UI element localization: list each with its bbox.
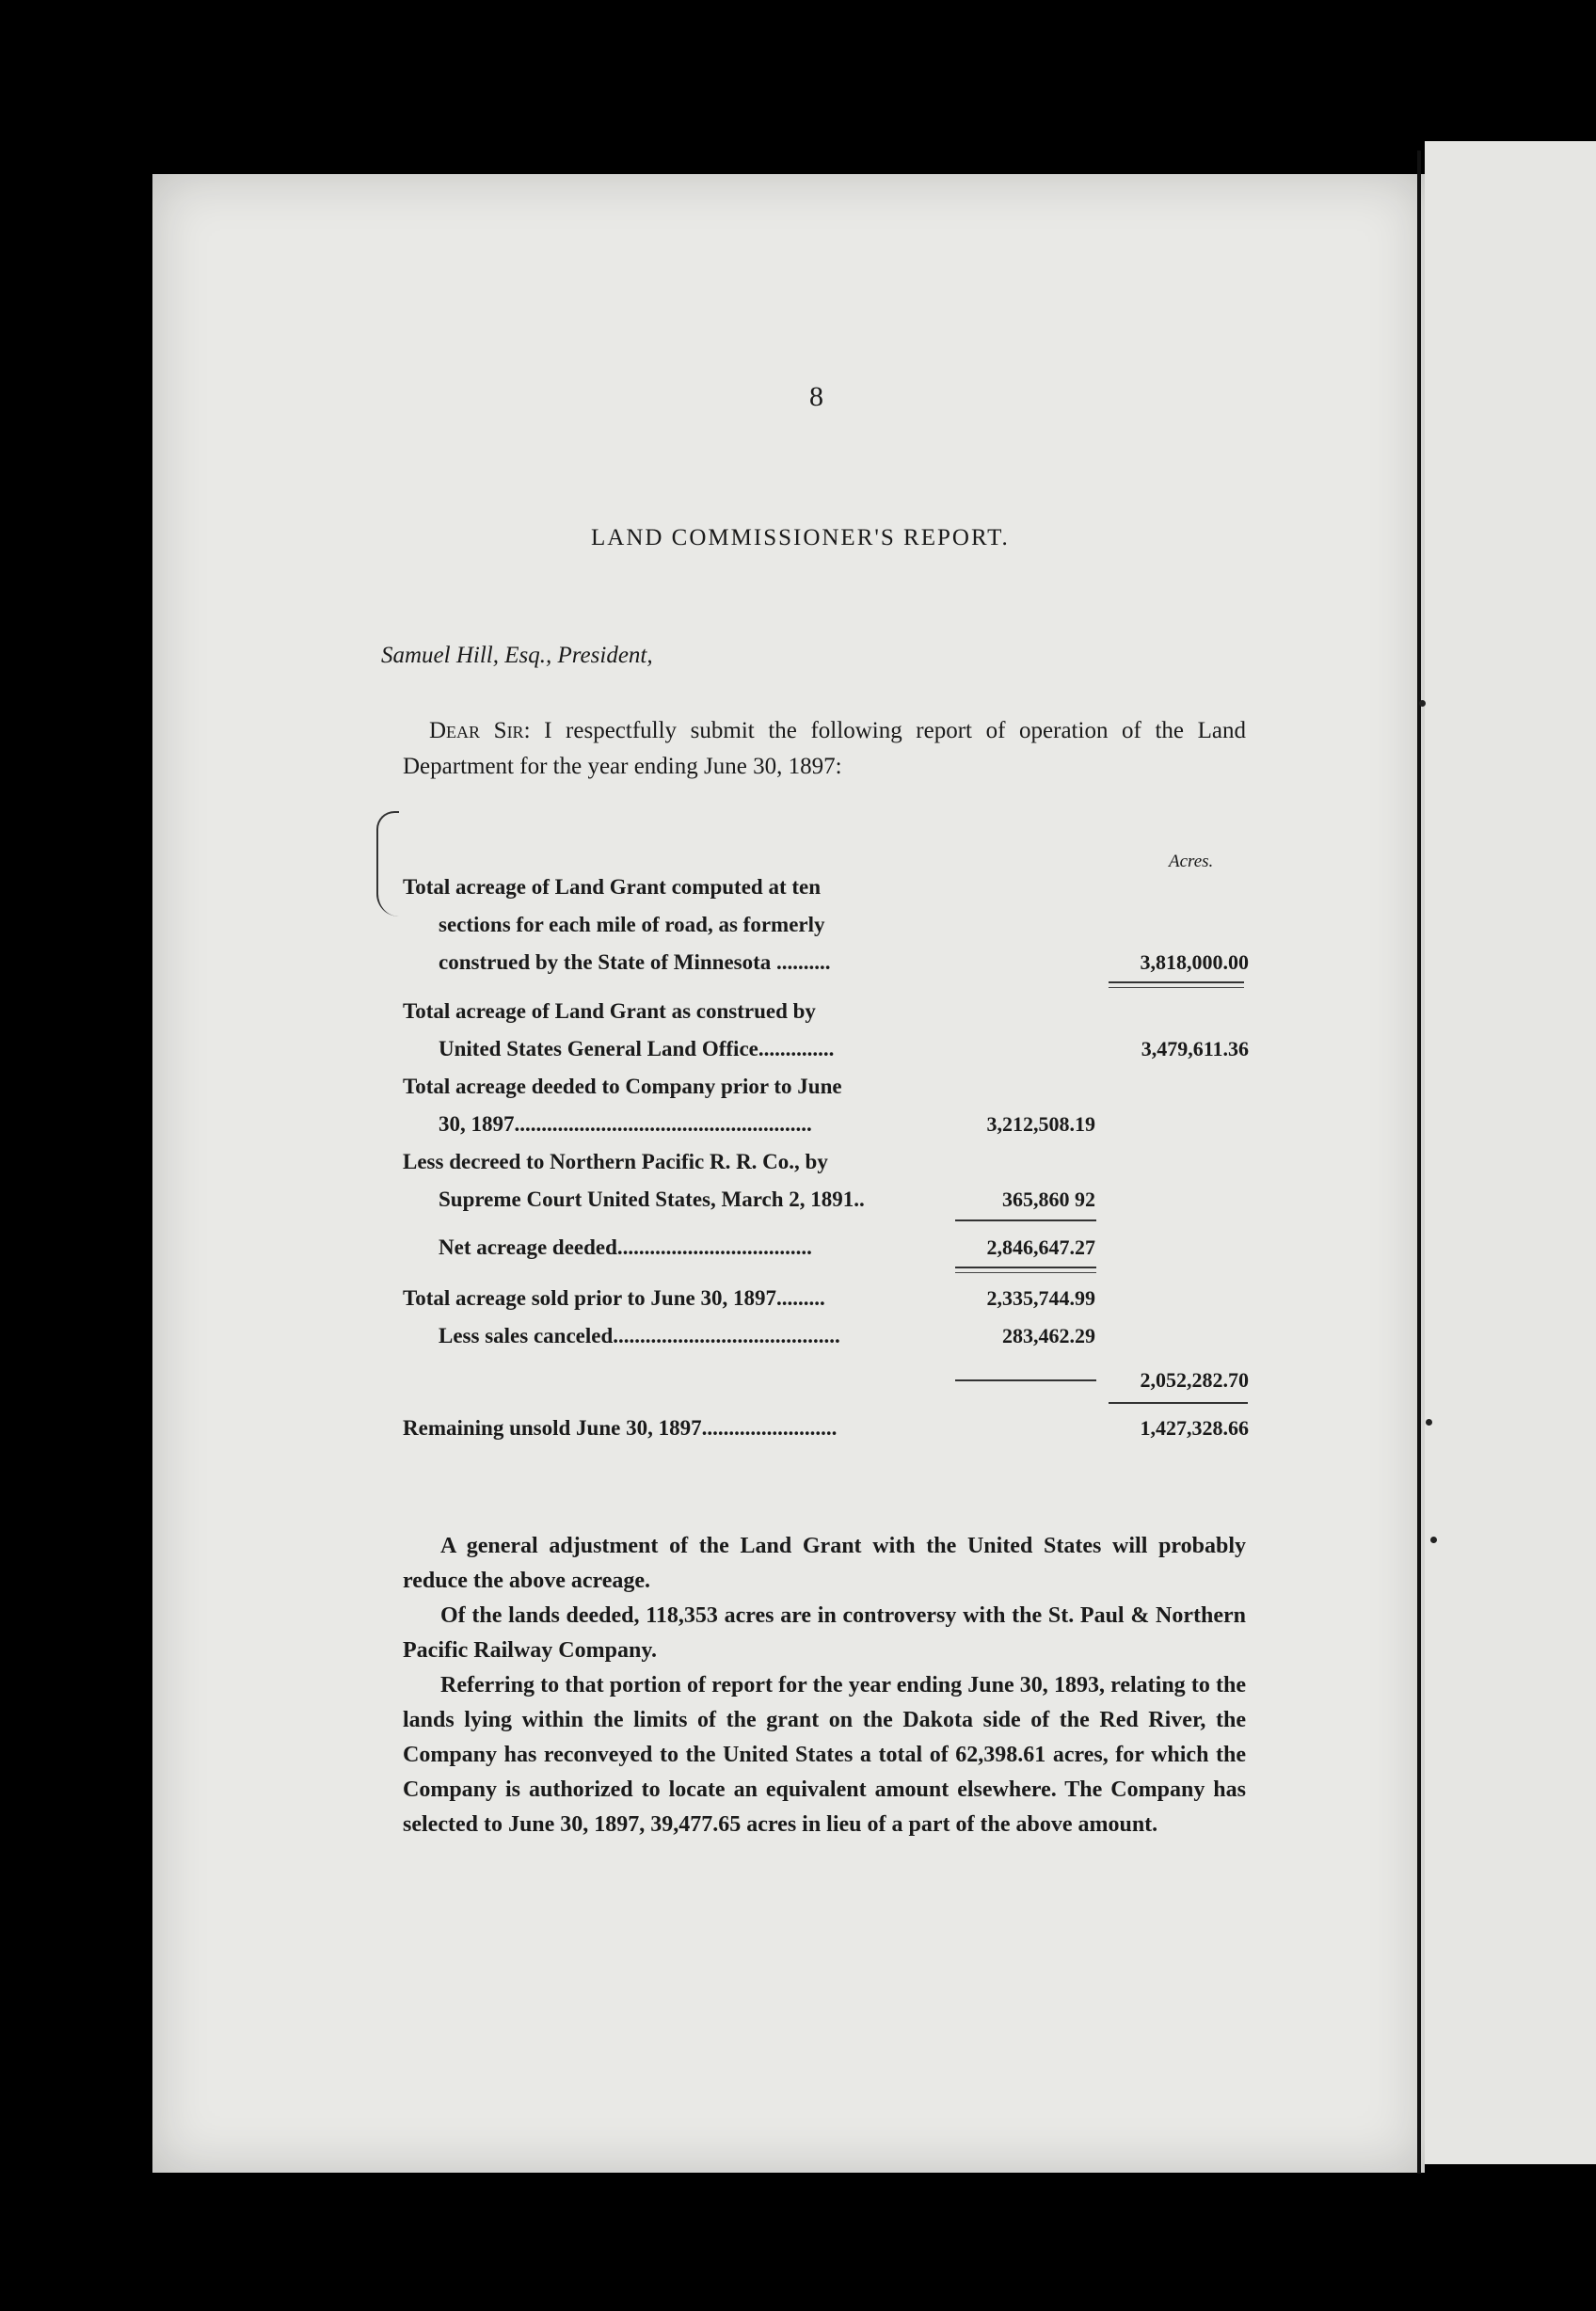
row8-rule	[955, 1379, 1096, 1381]
row5-net-deeded: 2,846,647.27	[986, 1235, 1095, 1259]
row1-underline-double	[1109, 987, 1244, 988]
row4-label-line2: Supreme Court United States, March 2, 1891..	[439, 1187, 865, 1211]
row3-label-line2: 30, 1897.......................................................	[439, 1112, 812, 1136]
row2-label-line1: Total acreage of Land Grant as construed by	[403, 999, 816, 1023]
row1-label-line2: sections for each mile of road, as formerly	[439, 913, 825, 936]
page-fold-line	[1417, 151, 1421, 2174]
note-paragraph-3: Referring to that portion of report for the year ending June 30, 1893, relating to the lands lying within the limits of the grant on the Dakota side of the Red River, the Company has reconveyed to the United States a total of 62,398.61 acres, for which the Company is authorized to locate an equivalent amount elsewhere. The Company has selected to June 30, 1897, 39,477.65 acres in lieu of a part of the above amount.	[403, 1673, 1246, 1837]
row3-label-line1: Total acreage deeded to Company prior to June	[403, 1075, 842, 1098]
acres-column-header: Acres.	[1169, 852, 1214, 871]
row5-underline-double	[955, 1272, 1096, 1273]
intro-text: I respectfully submit the following report of operation of the Land Department for the year ending June 30, 1897:	[403, 718, 1246, 779]
row3-acres-deeded: 3,212,508.19	[986, 1112, 1095, 1136]
margin-mark	[1419, 700, 1426, 707]
report-title: LAND COMMISSIONER'S REPORT.	[591, 525, 1010, 550]
row1-acres-total: 3,818,000.00	[1140, 950, 1249, 974]
addressee: Samuel Hill, Esq., President,	[381, 643, 653, 668]
row9-label: Remaining unsold June 30, 1897.........................	[403, 1416, 838, 1440]
row5-underline	[955, 1267, 1096, 1268]
row1-underline	[1109, 981, 1244, 983]
margin-mark	[1426, 1419, 1432, 1426]
handwritten-bracket	[376, 811, 399, 916]
row4-label-line1: Less decreed to Northern Pacific R. R. Co., by	[403, 1150, 828, 1173]
margin-mark	[1430, 1537, 1437, 1543]
row7-label: Less sales canceled..........................................	[439, 1324, 840, 1347]
row4-underline	[955, 1219, 1096, 1221]
row8-net-sold: 2,052,282.70	[1140, 1368, 1249, 1392]
notes-section	[403, 1529, 1246, 1842]
row2-label-line2: United States General Land Office..............	[439, 1037, 835, 1060]
row6-label: Total acreage sold prior to June 30, 1897.........	[403, 1286, 825, 1310]
note-paragraph-1: A general adjustment of the Land Grant with the United States will probably reduce the above acreage.	[403, 1534, 1246, 1593]
row5-label: Net acreage deeded....................................	[439, 1235, 812, 1259]
page-number: 8	[809, 381, 823, 412]
row8-underline	[1109, 1402, 1248, 1404]
adjacent-page-edge	[1425, 141, 1596, 2164]
greeting: Dear Sir:	[429, 718, 531, 743]
row9-remaining-unsold: 1,427,328.66	[1140, 1416, 1249, 1440]
intro-paragraph	[403, 713, 1246, 785]
row4-acres-decreed: 365,860 92	[1002, 1187, 1095, 1211]
row1-label-line3: construed by the State of Minnesota ..........	[439, 950, 831, 974]
note-paragraph-2: Of the lands deeded, 118,353 acres are in controversy with the St. Paul & Northern Pacific Railway Company.	[403, 1603, 1246, 1663]
row7-sales-canceled: 283,462.29	[1002, 1324, 1095, 1347]
row2-acres-total: 3,479,611.36	[1141, 1037, 1249, 1060]
row6-acres-sold: 2,335,744.99	[986, 1286, 1095, 1310]
row1-label-line1: Total acreage of Land Grant computed at ten	[403, 875, 822, 899]
